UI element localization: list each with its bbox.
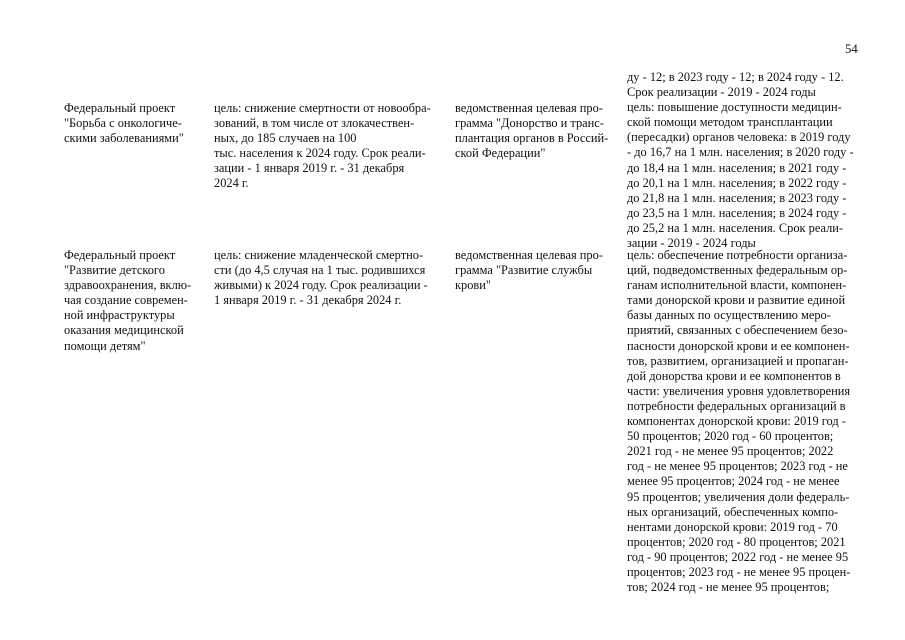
page-number: 54 xyxy=(845,42,858,56)
row2-project-goal: цель: снижение младенческой смертно- сти (до 4,5 случая на 1 тыс. родившихся живыми) к 2024 году. Срок реализации - 1 января 2019 г. - 31 декабря 2024 г. xyxy=(214,248,428,308)
row2-program-goal: цель: обеспечение потребности организа- ций, подведомственных федеральным ор- ганам исполнительной власти, компонен- тами донорской крови и развитие единой базы данных по осуществлению меро- приятий, связанных с обеспечением безо- пасности донорской крови и ее компонен- тов, развитием, организацией и пропаган- дой донорства крови и ее компонентов в части: увеличения уровня удовлетворения потребности федеральных организаций в компонентах донорской крови: 2019 год - 50 процентов; 2020 год - 60 процентов; 2021 год - не менее 95 процентов; 2022 год - не менее 95 процентов; 2023 год - не менее 95 процентов; 2024 год - не менее 95 процентов; увеличения доли федераль- ных организаций, обеспеченных компо- нентами донорской крови: 2019 год - 70 процентов; 2020 год - 80 процентов; 2021 год - 90 процентов; 2022 год - не менее 95 процентов; 2023 год - не менее 95 процен- тов; 2024 год - не менее 95 процентов; xyxy=(627,248,851,595)
row2-program-name: ведомственная целевая про- грамма "Развитие службы крови" xyxy=(455,248,603,293)
row2-project-name: Федеральный проект "Развитие детского здравоохранения, вклю- чая создание современ- ной инфраструктуры оказания медицинской помощи детям" xyxy=(64,248,192,353)
row1-project-goal: цель: снижение смертности от новообра- зований, в том числе от злокачествен- ных, до 185 случаев на 100 тыс. населения к 2024 году. Срок реали- зации - 1 января 2019 г. - 31 декабря 2024 г. xyxy=(214,101,431,191)
row1-program-name: ведомственная целевая про- грамма "Донорство и транс- плантация органов в Россий- ской Федерации" xyxy=(455,101,609,161)
row1-project-name: Федеральный проект "Борьба с онкологиче- скими заболеваниями" xyxy=(64,101,184,146)
row1-program-goal: ду - 12; в 2023 году - 12; в 2024 году - 12. Срок реализации - 2019 - 2024 годы цель: повышение доступности медицин- ской помощи методом трансплантации (пересадки) органов человека: в 2019 году - до 16,7 на 1 млн. населения; в 2020 году - до 18,4 на 1 млн. населения; в 2021 году - до 20,1 на 1 млн. населения; в 2022 году - до 21,8 на 1 млн. населения; в 2023 году - до 23,5 на 1 млн. населения; в 2024 году - до 25,2 на 1 млн. населения. Срок реали- зации - 2019 - 2024 годы xyxy=(627,70,854,251)
